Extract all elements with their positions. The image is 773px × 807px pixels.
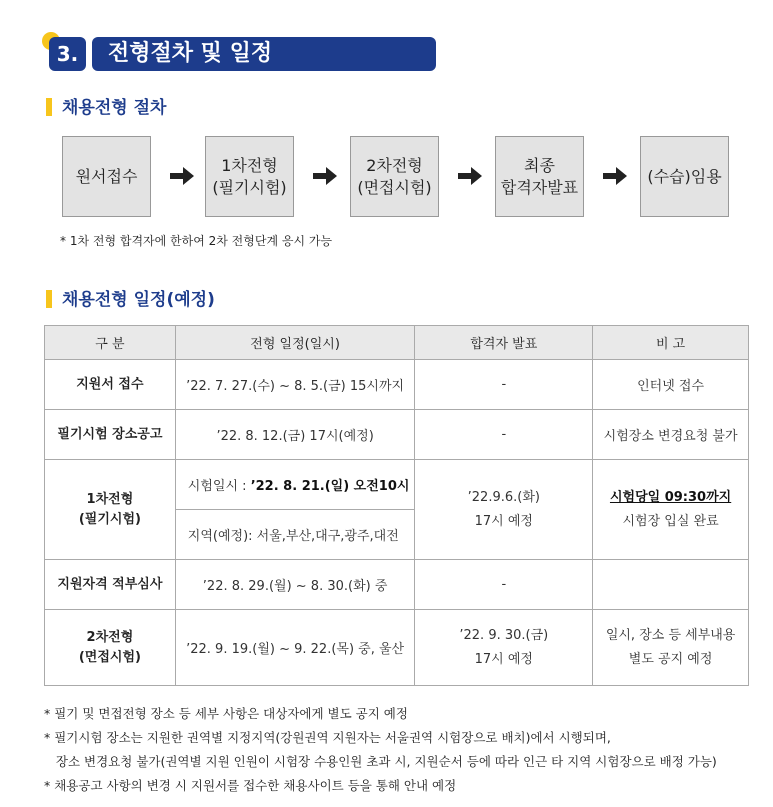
step-line1: 최종	[524, 155, 555, 175]
row-note: 인터넷 접수	[593, 360, 749, 410]
result-line2: 17시 예정	[474, 651, 533, 667]
step-final-result	[495, 136, 584, 217]
row-label: 지원자격 적부심사	[45, 560, 176, 610]
result-line2: 17시 예정	[474, 513, 533, 529]
row-result: -	[415, 560, 593, 610]
header-remarks: 비 고	[593, 326, 749, 360]
process-heading-text: 채용전형 절차	[62, 98, 167, 118]
schedule-heading	[46, 285, 215, 310]
footnotes	[44, 702, 769, 798]
section-number: 3.	[49, 37, 86, 71]
step-line1: (수습)임용	[647, 166, 722, 186]
right-arrow-icon	[603, 167, 627, 185]
heading-bar	[46, 98, 52, 116]
table-row	[45, 560, 749, 610]
table-header-row	[45, 326, 749, 360]
note-line2: 별도 공지 예정	[628, 651, 713, 667]
right-arrow-icon	[458, 167, 482, 185]
row-result: -	[415, 360, 593, 410]
schedule-table	[44, 325, 749, 686]
row-note	[593, 560, 749, 610]
step-line2: (필기시험)	[212, 177, 287, 197]
footnote: * 필기 및 면접전형 장소 등 세부 사항은 대상자에게 별도 공지 예정	[44, 706, 408, 721]
row-note: 시험장소 변경요청 불가	[593, 410, 749, 460]
table-row	[45, 410, 749, 460]
note-line2: 시험장 입실 완료	[622, 513, 719, 529]
row-date: ’22. 8. 12.(금) 17시(예정)	[175, 410, 415, 460]
step-line1: 1차전형	[221, 155, 278, 175]
row-date	[175, 460, 415, 510]
step-interview	[350, 136, 439, 217]
step-application	[62, 136, 151, 217]
date-strong: ’22. 8. 21.(일) 오전10시	[250, 479, 410, 494]
table-row	[45, 460, 749, 510]
row-result	[415, 610, 593, 686]
heading-bar	[46, 290, 52, 308]
row-label-line1: 1차전형	[86, 491, 134, 507]
row-note	[593, 610, 749, 686]
row-date: ’22. 8. 29.(월) ~ 8. 30.(화) 중	[175, 560, 415, 610]
row-label	[45, 610, 176, 686]
step-line1: 2차전형	[366, 155, 423, 175]
right-arrow-icon	[170, 167, 194, 185]
row-result: -	[415, 410, 593, 460]
footnote: * 필기시험 장소는 지원한 권역별 지정지역(강원권역 지원자는 서울권역 시험장으로 배치)에서 시행되며,	[44, 730, 611, 745]
row-label	[45, 460, 176, 560]
row-date: ’22. 9. 19.(월) ~ 9. 22.(목) 중, 울산	[175, 610, 415, 686]
header-category: 구 분	[45, 326, 176, 360]
header-result: 합격자 발표	[415, 326, 593, 360]
footnote: 장소 변경요청 불가(권역별 지원 인원이 시험장 수용인원 초과 시, 지원순서 등에 따라 인근 타 지역 시험장으로 배정 가능)	[44, 754, 717, 769]
row-label-line1: 2차전형	[86, 629, 134, 645]
step-line2: (면접시험)	[357, 177, 432, 197]
row-note	[593, 460, 749, 560]
row-date: ’22. 7. 27.(수) ~ 8. 5.(금) 15시까지	[175, 360, 415, 410]
result-line1: ’22.9.6.(화)	[467, 489, 540, 505]
note-line1: 시험당일 09:30까지	[609, 489, 732, 505]
step-line2: 합격자발표	[500, 177, 579, 197]
note-line1: 일시, 장소 등 세부내용	[605, 627, 736, 643]
row-region: 지역(예정): 서울,부산,대구,광주,대전	[175, 510, 415, 560]
row-label: 지원서 접수	[45, 360, 176, 410]
row-result	[415, 460, 593, 560]
header-schedule: 전형 일정(일시)	[175, 326, 415, 360]
table-row	[45, 610, 749, 686]
right-arrow-icon	[313, 167, 337, 185]
table-row	[45, 360, 749, 410]
process-note: * 1차 전형 합격자에 한하여 2차 전형단계 응시 가능	[60, 234, 333, 248]
schedule-heading-text: 채용전형 일정(예정)	[62, 290, 215, 310]
date-prefix: 시험일시 :	[187, 479, 251, 494]
section-title: 전형절차 및 일정	[92, 37, 436, 71]
footnote: * 채용공고 사항의 변경 시 지원서를 접수한 채용사이트 등을 통해 안내 예정	[44, 778, 457, 793]
step-written-test	[205, 136, 294, 217]
row-label: 필기시험 장소공고	[45, 410, 176, 460]
step-line1: 원서접수	[75, 166, 138, 186]
result-line1: ’22. 9. 30.(금)	[459, 627, 549, 643]
row-label-line2: (면접시험)	[78, 649, 141, 665]
row-label-line2: (필기시험)	[78, 511, 141, 527]
process-heading	[46, 93, 166, 118]
step-appointment	[640, 136, 729, 217]
